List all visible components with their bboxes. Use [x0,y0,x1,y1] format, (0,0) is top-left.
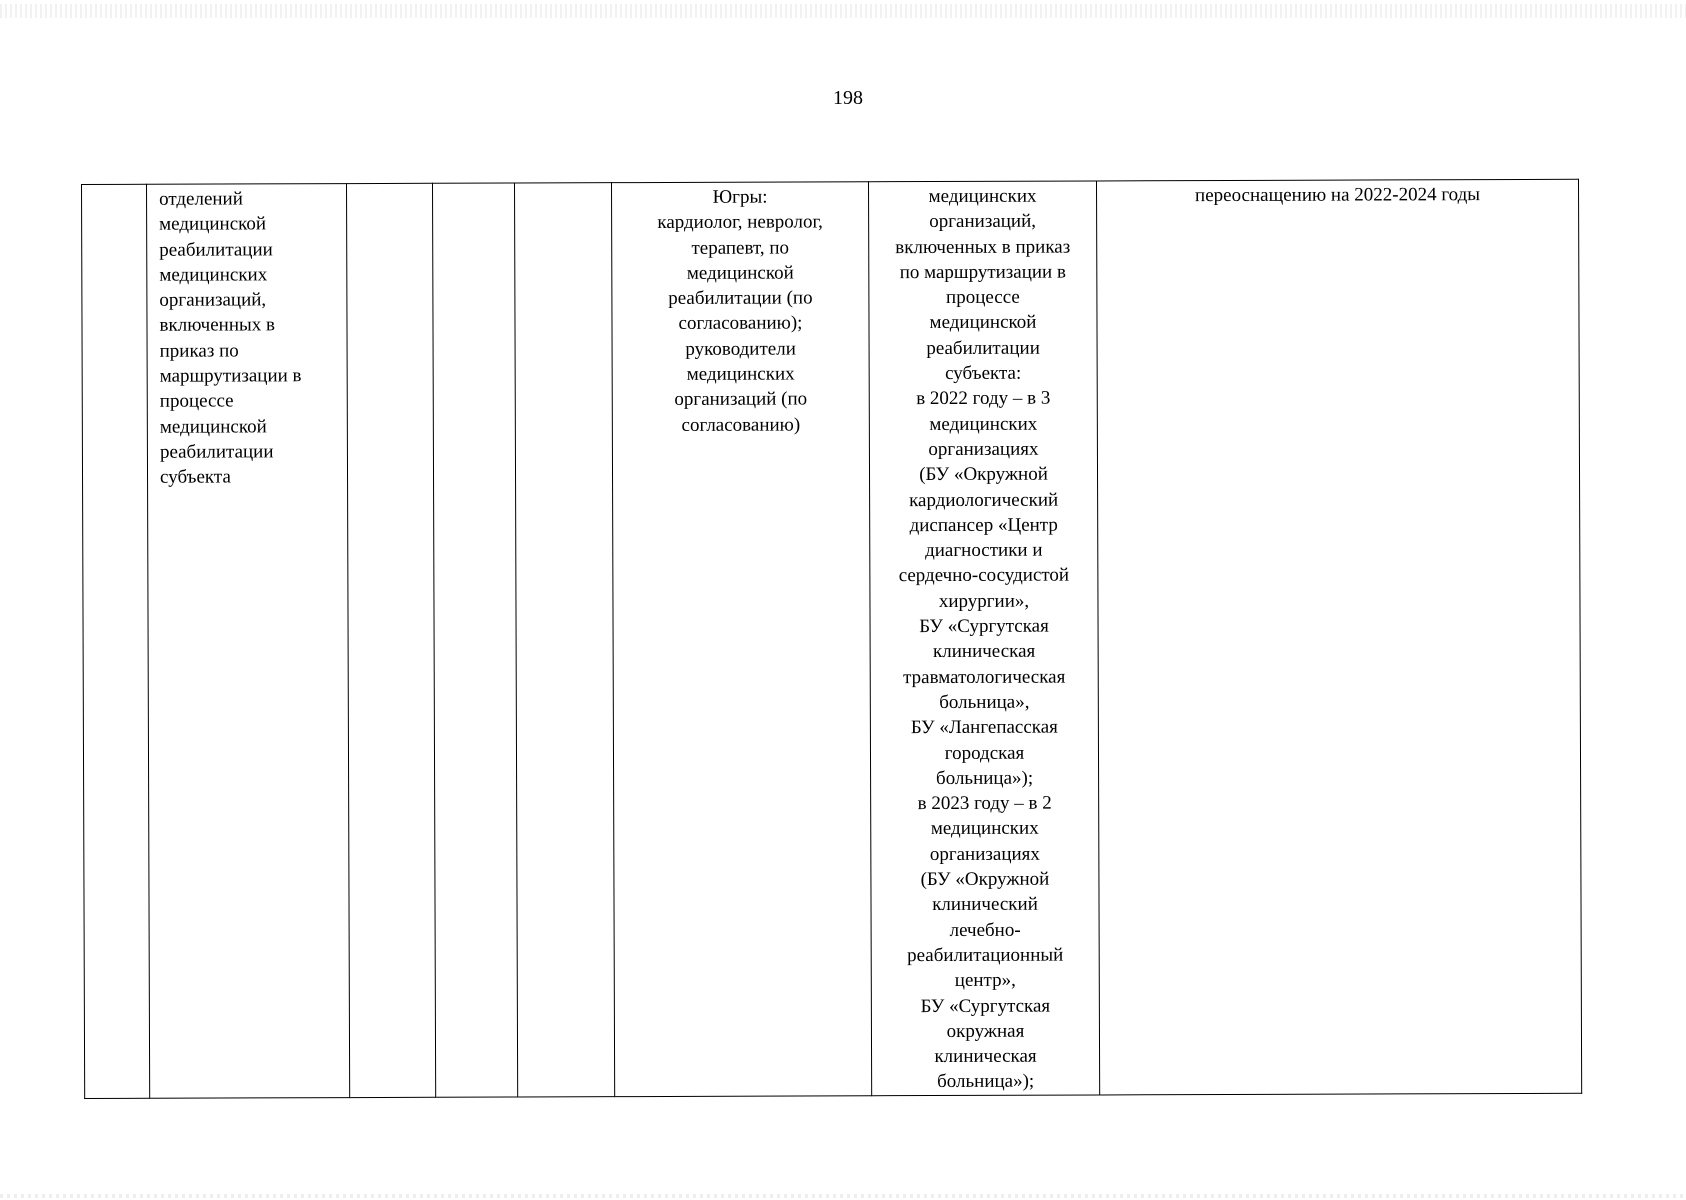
cell-text-line: городская [944,742,1025,764]
cell-text-line: медицинских [686,363,795,385]
scan-edge-bottom [0,1194,1686,1198]
cell-text-line: организаций, [929,210,1037,233]
cell-text-line: травматологическая [903,666,1066,688]
cell-text-line: реабилитации [159,441,274,463]
cell-text-line: отделений [159,188,243,210]
cell-text-line: медицинских [929,413,1038,435]
cell-text-line: диагностики и [925,539,1043,562]
cell-text-line: (БУ «Окружной [919,463,1048,486]
cell-col8 [1096,179,1581,1094]
cell-text-line: реабилитационный [907,944,1064,967]
cell-text-line: реабилитации (по [668,287,813,310]
cell-text-line: больница»); [935,767,1034,789]
cell-text-line: процессе [159,390,234,413]
cell-text-line: БУ «Лангепасская [910,716,1058,739]
cell-col6 [611,182,871,1097]
cell-text-line: клиническая [934,1045,1037,1068]
cell-col4 [432,183,517,1097]
cell-text-line: реабилитации [926,337,1040,359]
cell-text-line: медицинской [929,312,1037,334]
cell-text-line: медицинских [930,818,1039,840]
cell-text-line: в 2023 году – в 2 [917,792,1052,815]
cell-text-line: организациях [928,438,1039,461]
cell-text-line: включенных в приказ [895,236,1071,258]
cell-text-line: клиническая [932,641,1036,663]
cell-text-line: медицинских [928,185,1037,208]
cell-text-line: переоснащению на 2022-2024 годы [1194,184,1481,207]
cell-text-line: организаций, [159,289,267,311]
cell-text-line: согласованию) [681,414,801,436]
cell-text-line: организациях [929,843,1040,865]
cell-text-line: окружная [946,1020,1025,1042]
cell-text-line: кардиолог, невролог, [657,211,823,234]
table-row [82,179,1582,1098]
cell-text-line: диспансер «Центр [909,514,1058,536]
page-number: 198 [833,87,863,109]
cell-text-line: кардиологический [909,489,1059,511]
cell-text-line: в 2022 году – в 3 [916,387,1051,410]
cell-text-line: центр», [954,969,1016,992]
cell-text-line: (БУ «Окружной [920,868,1050,891]
cell-text-line: сердечно-сосудистой [898,565,1070,587]
cell-text-line: хирургии», [938,590,1030,612]
document-table [81,179,1582,1099]
cell-text-line: организаций (по [674,388,808,411]
cell-col7 [868,181,1099,1095]
cell-text-line: медицинских [159,264,268,286]
cell-text-line: БУ «Сургутская [920,995,1051,1017]
cell-text-line: реабилитации [159,238,273,261]
cell-text-line: приказ по [159,340,239,362]
cell-col2 [147,184,350,1098]
cell-text-line: согласованию); [678,312,803,335]
cell-text-line: больница»); [937,1071,1035,1093]
cell-text-line: терапевт, по [691,237,790,259]
cell-text-line: включенных в [159,314,275,337]
cell-text-line: руководители [685,338,796,360]
cell-text-line: маршрутизации в [159,365,302,387]
cell-text-line: процессе [945,286,1020,309]
cell-text-line: субъекта [159,466,231,488]
cell-text-line: субъекта: [945,362,1022,385]
cell-text-line: медицинской [686,262,794,284]
cell-text-line: по маршрутизации в [899,261,1066,284]
cell-text-line: лечебно- [949,919,1021,941]
cell-text-line: медицинской [159,416,267,438]
cell-text-line: больница», [939,691,1030,713]
cell-col1 [82,184,150,1098]
cell-col5 [514,183,614,1097]
cell-text-line: Югры: [712,186,768,208]
cell-text-line: БУ «Сургутская [919,615,1049,638]
cell-text-line: медицинской [159,213,267,236]
scan-edge-top [0,4,1686,18]
cell-col3 [347,183,436,1097]
cell-text-line: клинический [932,893,1038,916]
